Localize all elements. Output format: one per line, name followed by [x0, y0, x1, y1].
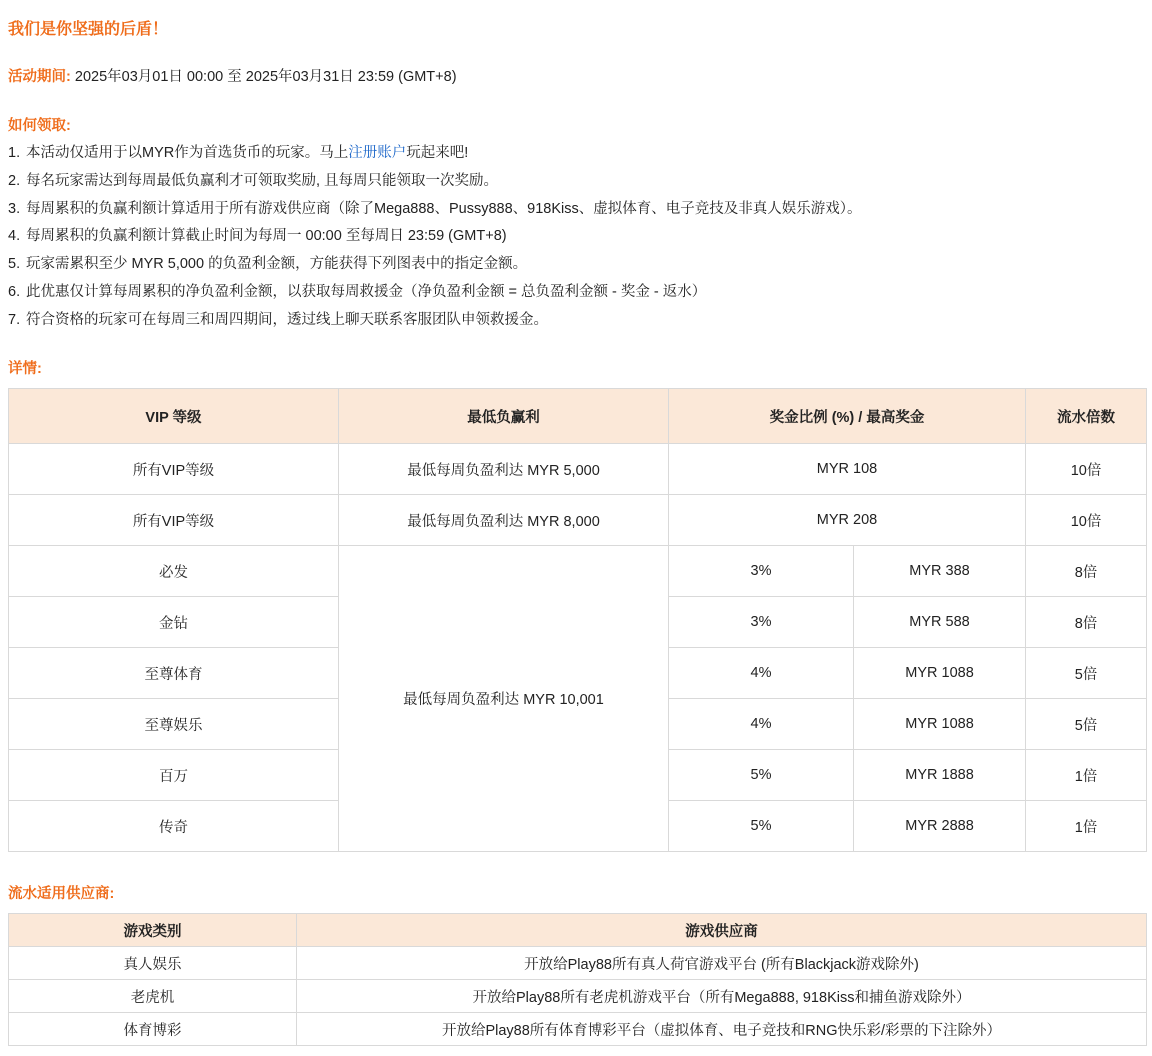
list-item-number: 1.: [8, 145, 21, 161]
cell-min-loss-merged: 最低每周负盈利达 MYR 10,001: [339, 546, 669, 852]
page-title: 我们是你坚强的后盾！: [8, 21, 169, 38]
table-row: [9, 546, 1147, 597]
cell-multiplier: 8倍: [1026, 597, 1147, 648]
cell-multiplier: 5倍: [1026, 648, 1147, 699]
register-account-link[interactable]: 注册账户: [348, 145, 407, 161]
cell-min-loss: 最低每周负盈利达 MYR 8,000: [339, 495, 669, 546]
bottom-spacer: [8, 1046, 1144, 1056]
list-item: [8, 143, 1144, 165]
list-item-number: 2.: [8, 172, 21, 189]
cell-vip: 金钻: [9, 597, 339, 648]
cell-percent: 5%: [669, 750, 854, 801]
list-item-text: 每周累积的负赢利额计算截止时间为每周一 00:00 至每周日 23:59 (GMT+8): [26, 228, 507, 245]
cell-multiplier: 1倍: [1026, 801, 1147, 852]
cell-bonus: MYR 108: [669, 444, 1026, 495]
cell-multiplier: 8倍: [1026, 546, 1147, 597]
list-item-text: 每名玩家需达到每周最低负赢利才可领取奖励, 且每周只能领取一次奖励。: [26, 172, 499, 189]
table-row: [9, 444, 1147, 495]
cell-bonus: MYR 1088: [854, 699, 1026, 750]
cell-multiplier: 5倍: [1026, 699, 1147, 750]
cell-vip: 所有VIP等级: [9, 444, 339, 495]
cell-bonus: MYR 1888: [854, 750, 1026, 801]
cell-percent: 3%: [669, 546, 854, 597]
column-header-multiplier: 流水倍数: [1026, 389, 1147, 444]
list-item-text: 符合资格的玩家可在每周三和周四期间，透过线上聊天联系客服团队申领救援金。: [26, 311, 548, 328]
cell-bonus: MYR 208: [669, 495, 1026, 546]
cell-category: 老虎机: [9, 980, 297, 1013]
list-item-text: 本活动仅适用于以MYR作为首选货币的玩家。马上: [26, 145, 349, 161]
list-item: [8, 282, 1144, 304]
table-row: [9, 947, 1147, 980]
cell-vip: 至尊体育: [9, 648, 339, 699]
list-item-text-tail: 玩起来吧!: [406, 145, 469, 161]
list-item-text: 玩家需累积至少 MYR 5,000 的负盈利金额，方能获得下列图表中的指定金额。: [26, 256, 528, 272]
cell-percent: 3%: [669, 597, 854, 648]
cell-provider: 开放给Play88所有老虎机游戏平台（所有Mega888, 918Kiss和捕鱼游戏除外）: [297, 980, 1147, 1013]
howto-list: [8, 143, 1144, 331]
cell-vip: 必发: [9, 546, 339, 597]
list-item: [8, 171, 1144, 193]
cell-percent: 4%: [669, 648, 854, 699]
list-item-number: 3.: [8, 200, 21, 217]
cell-multiplier: 1倍: [1026, 750, 1147, 801]
cell-vip: 百万: [9, 750, 339, 801]
cell-multiplier: 10倍: [1026, 495, 1147, 546]
details-table: [8, 388, 1147, 852]
list-item-text: 每周累积的负赢利额计算适用于所有游戏供应商（除了Mega888、Pussy888、918Kiss、虚拟体育、电子竞技及非真人娱乐游戏）。: [26, 200, 862, 217]
cell-bonus: MYR 1088: [854, 648, 1026, 699]
list-item-number: 4.: [8, 228, 21, 245]
cell-percent: 4%: [669, 699, 854, 750]
cell-bonus: MYR 388: [854, 546, 1026, 597]
column-header-provider: 游戏供应商: [297, 914, 1147, 947]
details-label: 详情:: [8, 361, 42, 378]
activity-period: [8, 65, 1144, 86]
cell-category: 体育博彩: [9, 1013, 297, 1046]
list-item-number: 5.: [8, 256, 21, 272]
table-row: [9, 1013, 1147, 1046]
column-header-category: 游戏类别: [9, 914, 297, 947]
column-header-vip: VIP 等级: [9, 389, 339, 444]
list-item: [8, 199, 1144, 221]
cell-bonus: MYR 588: [854, 597, 1026, 648]
table-header-row: [9, 914, 1147, 947]
cell-min-loss: 最低每周负盈利达 MYR 5,000: [339, 444, 669, 495]
cell-vip: 至尊娱乐: [9, 699, 339, 750]
column-header-bonus: 奖金比例 (%) / 最高奖金: [669, 389, 1026, 444]
cell-percent: 5%: [669, 801, 854, 852]
cell-vip: 所有VIP等级: [9, 495, 339, 546]
howto-label: 如何领取:: [8, 118, 71, 134]
list-item-number: 7.: [8, 311, 21, 328]
cell-multiplier: 10倍: [1026, 444, 1147, 495]
activity-period-label: 活动期间:: [8, 69, 71, 85]
cell-provider: 开放给Play88所有体育博彩平台（虚拟体育、电子竞技和RNG快乐彩/彩票的下注除外）: [297, 1013, 1147, 1046]
list-item: [8, 254, 1144, 276]
list-item-text: 此优惠仅计算每周累积的净负盈利金额，以获取每周救援金（净负盈利金额 = 总负盈利金额 - 奖金 - 返水）: [26, 283, 707, 300]
cell-bonus: MYR 2888: [854, 801, 1026, 852]
table-row: [9, 495, 1147, 546]
suppliers-label: 流水适用供应商:: [8, 886, 115, 903]
table-header-row: [9, 389, 1147, 444]
cell-provider: 开放给Play88所有真人荷官游戏平台 (所有Blackjack游戏除外): [297, 947, 1147, 980]
list-item: [8, 310, 1144, 332]
suppliers-table: [8, 913, 1147, 1046]
list-item-number: 6.: [8, 283, 21, 300]
cell-category: 真人娱乐: [9, 947, 297, 980]
list-item: [8, 226, 1144, 248]
cell-vip: 传奇: [9, 801, 339, 852]
activity-period-value: 2025年03月01日 00:00 至 2025年03月31日 23:59 (GMT+8): [74, 69, 457, 85]
table-row: [9, 980, 1147, 1013]
column-header-min-loss: 最低负赢利: [339, 389, 669, 444]
